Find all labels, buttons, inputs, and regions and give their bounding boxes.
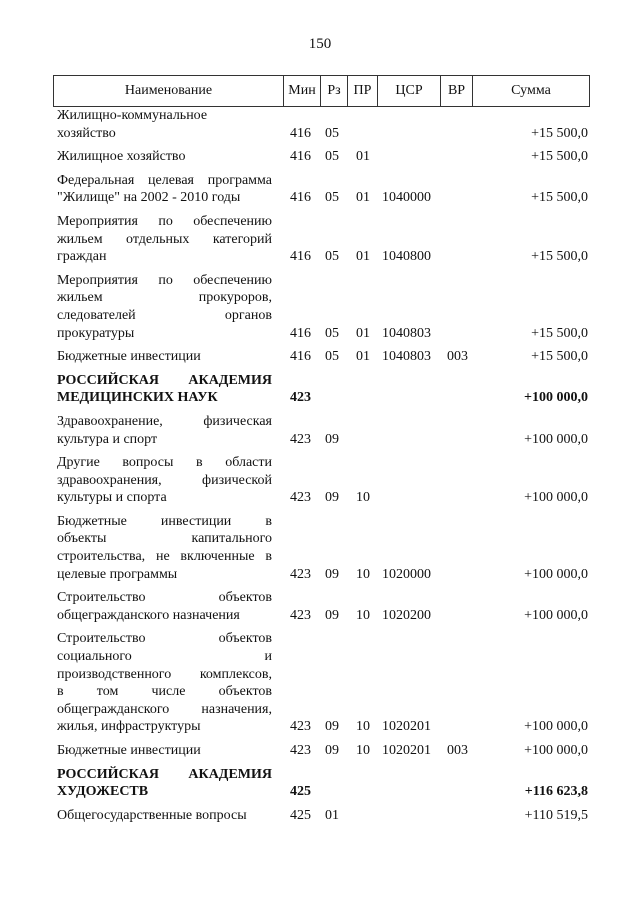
table-row xyxy=(57,213,590,266)
name-line: граждан xyxy=(57,249,107,265)
name-line: "Жилище" на 2002 - 2010 годы xyxy=(57,190,241,206)
table-header xyxy=(53,75,590,107)
name-line: Жилищное хозяйство xyxy=(57,149,186,165)
row-name xyxy=(57,172,272,207)
header-vr: ВР xyxy=(441,76,473,106)
name-line: ХУДОЖЕСТВ xyxy=(57,784,149,800)
name-line: общегражданского назначения xyxy=(57,607,240,623)
table-row xyxy=(57,148,590,166)
row-name xyxy=(57,372,272,407)
cell-csr: 1020201 xyxy=(382,719,431,735)
cell-rz: 05 xyxy=(325,325,339,341)
cell-sum: +100 000,0 xyxy=(524,607,588,623)
cell-sum: +100 000,0 xyxy=(524,719,588,735)
table-row xyxy=(57,372,590,407)
cell-min: 416 xyxy=(290,249,311,265)
name-line: Федеральная целевая программа xyxy=(57,172,272,188)
cell-min: 423 xyxy=(290,431,311,447)
name-line: РОССИЙСКАЯ АКАДЕМИЯ xyxy=(57,766,272,782)
cell-min: 416 xyxy=(290,125,311,141)
cell-sum: +116 623,8 xyxy=(524,784,588,800)
table-row xyxy=(57,172,590,207)
cell-sum: +100 000,0 xyxy=(524,566,588,582)
row-name xyxy=(57,107,272,142)
row-name xyxy=(57,454,272,507)
cell-min: 423 xyxy=(290,719,311,735)
cell-csr: 1040803 xyxy=(382,349,431,365)
name-line: жильем прокуроров, xyxy=(57,290,272,306)
cell-min: 423 xyxy=(290,743,311,758)
name-line: МЕДИЦИНСКИХ НАУК xyxy=(57,390,218,406)
cell-pr: 10 xyxy=(356,743,370,758)
name-line: Другие вопросы в области xyxy=(57,455,272,471)
cell-sum: +15 500,0 xyxy=(531,249,588,265)
name-line: Жилищно-коммунальное xyxy=(57,108,208,123)
cell-sum: +15 500,0 xyxy=(531,325,588,341)
row-name xyxy=(57,589,272,624)
row-name xyxy=(57,807,272,825)
cell-pr: 10 xyxy=(356,490,370,506)
row-name xyxy=(57,348,272,366)
cell-min: 416 xyxy=(290,349,311,365)
cell-sum: +15 500,0 xyxy=(531,190,588,206)
name-line: Бюджетные инвестиции xyxy=(57,349,201,365)
table-row xyxy=(57,454,590,507)
name-line: здравоохранения, физической xyxy=(57,472,272,488)
cell-sum: +15 500,0 xyxy=(531,125,588,141)
header-sum: Сумма xyxy=(511,83,551,98)
name-line: социального и xyxy=(57,649,272,665)
name-line: следователей органов xyxy=(57,307,272,323)
cell-sum: +100 000,0 xyxy=(524,431,588,447)
name-line: Мероприятия по обеспечению xyxy=(57,272,272,288)
table-row xyxy=(57,742,590,760)
cell-rz: 05 xyxy=(325,125,339,141)
header-min: Мин xyxy=(284,76,321,106)
cell-rz: 09 xyxy=(325,719,339,735)
cell-min: 425 xyxy=(290,784,311,800)
cell-sum: +100 000,0 xyxy=(524,390,588,406)
cell-sum: +110 519,5 xyxy=(524,807,588,823)
cell-pr: 01 xyxy=(356,149,370,165)
table-row xyxy=(57,766,590,801)
cell-rz: 05 xyxy=(325,349,339,365)
name-line: объекты капитального xyxy=(57,531,272,547)
cell-rz: 09 xyxy=(325,490,339,506)
table-row xyxy=(57,272,590,342)
cell-pr: 10 xyxy=(356,719,370,735)
cell-min: 416 xyxy=(290,325,311,341)
cell-min: 425 xyxy=(290,807,311,823)
cell-rz: 05 xyxy=(325,190,339,206)
name-line: Мероприятия по обеспечению xyxy=(57,213,272,229)
name-line: целевые программы xyxy=(57,566,178,582)
cell-min: 423 xyxy=(290,566,311,582)
row-name xyxy=(57,272,272,342)
name-line: жильем отдельных категорий xyxy=(57,231,272,247)
table-row xyxy=(57,630,590,736)
cell-pr: 01 xyxy=(356,190,370,206)
name-line: хозяйство xyxy=(57,125,116,141)
header-name: Наименование xyxy=(54,76,284,106)
header-csr: ЦСР xyxy=(378,76,441,106)
cell-csr: 1020200 xyxy=(382,607,431,623)
name-line: строительства, не включенные в xyxy=(57,549,272,565)
cell-min: 416 xyxy=(290,190,311,206)
cell-pr: 01 xyxy=(356,349,370,365)
table-row xyxy=(57,807,590,825)
cell-pr: 10 xyxy=(356,566,370,582)
name-line: Строительство объектов xyxy=(57,631,272,647)
row-name xyxy=(57,413,272,448)
cell-vr: 003 xyxy=(447,743,468,758)
cell-min: 423 xyxy=(290,607,311,623)
row-name xyxy=(57,213,272,266)
header-rz: Рз xyxy=(321,76,348,106)
row-name xyxy=(57,513,272,583)
name-line: Бюджетные инвестиции в xyxy=(57,513,272,529)
cell-vr: 003 xyxy=(447,349,468,365)
cell-min: 423 xyxy=(290,390,311,406)
cell-sum: +100 000,0 xyxy=(524,743,588,758)
name-line: Общегосударственные вопросы xyxy=(57,807,247,823)
cell-pr: 10 xyxy=(356,607,370,623)
name-line: жилья, инфраструктуры xyxy=(57,719,201,735)
name-line: Строительство объектов xyxy=(57,590,272,606)
cell-min: 423 xyxy=(290,490,311,506)
row-name xyxy=(57,742,272,760)
cell-sum: +100 000,0 xyxy=(524,490,588,506)
name-line: Здравоохранение, физическая xyxy=(57,413,272,429)
header-pr: ПР xyxy=(348,76,378,106)
name-line: прокуратуры xyxy=(57,325,135,341)
cell-rz: 09 xyxy=(325,431,339,447)
page-number: 150 xyxy=(308,36,332,52)
cell-pr: 01 xyxy=(356,249,370,265)
cell-csr: 1040800 xyxy=(382,249,431,265)
cell-rz: 09 xyxy=(325,607,339,623)
cell-csr: 1020201 xyxy=(382,743,431,758)
row-name xyxy=(57,766,272,801)
name-line: производственного комплексов, xyxy=(57,666,272,682)
row-name xyxy=(57,148,272,166)
table-row xyxy=(57,348,590,366)
table-row xyxy=(57,107,590,142)
cell-rz: 05 xyxy=(325,249,339,265)
cell-pr: 01 xyxy=(356,325,370,341)
table-body xyxy=(57,107,590,830)
table-row xyxy=(57,513,590,583)
cell-rz: 09 xyxy=(325,743,339,758)
name-line: Бюджетные инвестиции xyxy=(57,743,201,758)
cell-rz: 05 xyxy=(325,149,339,165)
name-line: культуры и спорта xyxy=(57,490,167,506)
name-line: в том числе объектов xyxy=(57,684,272,700)
cell-rz: 01 xyxy=(325,807,339,823)
name-line: культура и спорт xyxy=(57,431,158,447)
cell-rz: 09 xyxy=(325,566,339,582)
table-row xyxy=(57,589,590,624)
cell-sum: +15 500,0 xyxy=(531,349,588,365)
cell-csr: 1040803 xyxy=(382,325,431,341)
name-line: РОССИЙСКАЯ АКАДЕМИЯ xyxy=(57,372,272,388)
cell-sum: +15 500,0 xyxy=(531,149,588,165)
name-line: общегражданского назначения, xyxy=(57,701,272,717)
row-name xyxy=(57,630,272,736)
table-row xyxy=(57,413,590,448)
cell-min: 416 xyxy=(290,149,311,165)
cell-csr: 1040000 xyxy=(382,190,431,206)
cell-csr: 1020000 xyxy=(382,566,431,582)
